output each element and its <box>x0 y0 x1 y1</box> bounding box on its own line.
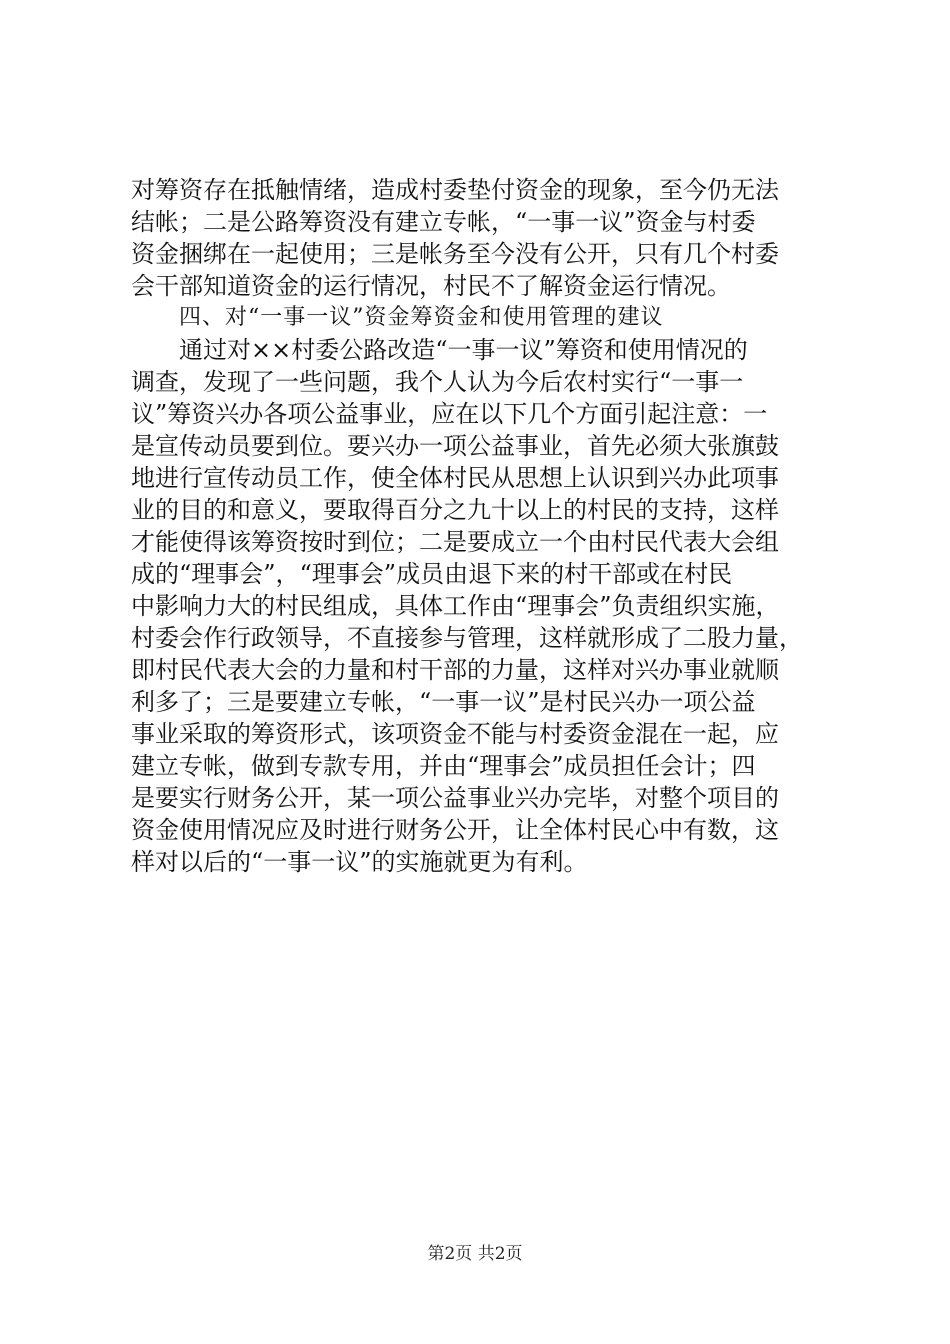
section-heading: 四、对“一事一议”资金筹资金和使用管理的建议 <box>179 305 664 330</box>
paragraph-line: 即村民代表大会的力量和村干部的力量，这样对兴办事业就顺 <box>131 656 779 684</box>
paragraph-line: 是宣传动员要到位。要兴办一项公益事业，首先必须大张旗鼓 <box>131 432 779 460</box>
paragraph-line: 会干部知道资金的运行情况，村民不了解资金运行情况。 <box>131 272 731 300</box>
paragraph-line: 样对以后的“一事一议”的实施就更为有利。 <box>131 848 588 876</box>
paragraph-line: 是要实行财务公开，某一项公益事业兴办完毕，对整个项目的 <box>131 784 779 812</box>
paragraph-line: 中影响力大的村民组成，具体工作由“理事会”负责组织实施， <box>131 592 780 620</box>
paragraph-line: 议”筹资兴办各项公益事业，应在以下几个方面引起注意：一 <box>131 400 768 428</box>
paragraph-line: 调查，发现了一些问题，我个人认为今后农村实行“一事一 <box>131 368 744 396</box>
paragraph-line: 资金捆绑在一起使用；三是帐务至今没有公开，只有几个村委 <box>131 240 779 268</box>
paragraph-line: 才能使得该筹资按时到位；二是要成立一个由村民代表大会组 <box>131 528 779 556</box>
paragraph-line: 对筹资存在抵触情绪，造成村委垫付资金的现象，至今仍无法 <box>131 176 779 204</box>
paragraph-line: 成的“理事会”，“理事会”成员由退下来的村干部或在村民 <box>131 560 733 588</box>
paragraph-line: 资金使用情况应及时进行财务公开，让全体村民心中有数，这 <box>131 816 779 844</box>
page-footer: 第2页 共2页 <box>427 1244 523 1264</box>
paragraph-line: 通过对××村委公路改造“一事一议”筹资和使用情况的 <box>179 336 748 364</box>
document-body <box>131 174 831 878</box>
paragraph-line: 村委会作行政领导，不直接参与管理，这样就形成了二股力量， <box>131 624 803 652</box>
paragraph-line: 地进行宣传动员工作，使全体村民从思想上认识到兴办此项事 <box>131 464 779 492</box>
paragraph-line: 业的目的和意义，要取得百分之九十以上的村民的支持，这样 <box>131 496 779 524</box>
paragraph-line: 事业采取的筹资形式，该项资金不能与村委资金混在一起，应 <box>131 720 779 748</box>
paragraph-line: 结帐；二是公路筹资没有建立专帐，“一事一议”资金与村委 <box>131 208 756 236</box>
paragraph-line: 利多了；三是要建立专帐，“一事一议”是村民兴办一项公益 <box>131 688 756 716</box>
paragraph-line: 建立专帐，做到专款专用，并由“理事会”成员担任会计；四 <box>131 752 756 780</box>
